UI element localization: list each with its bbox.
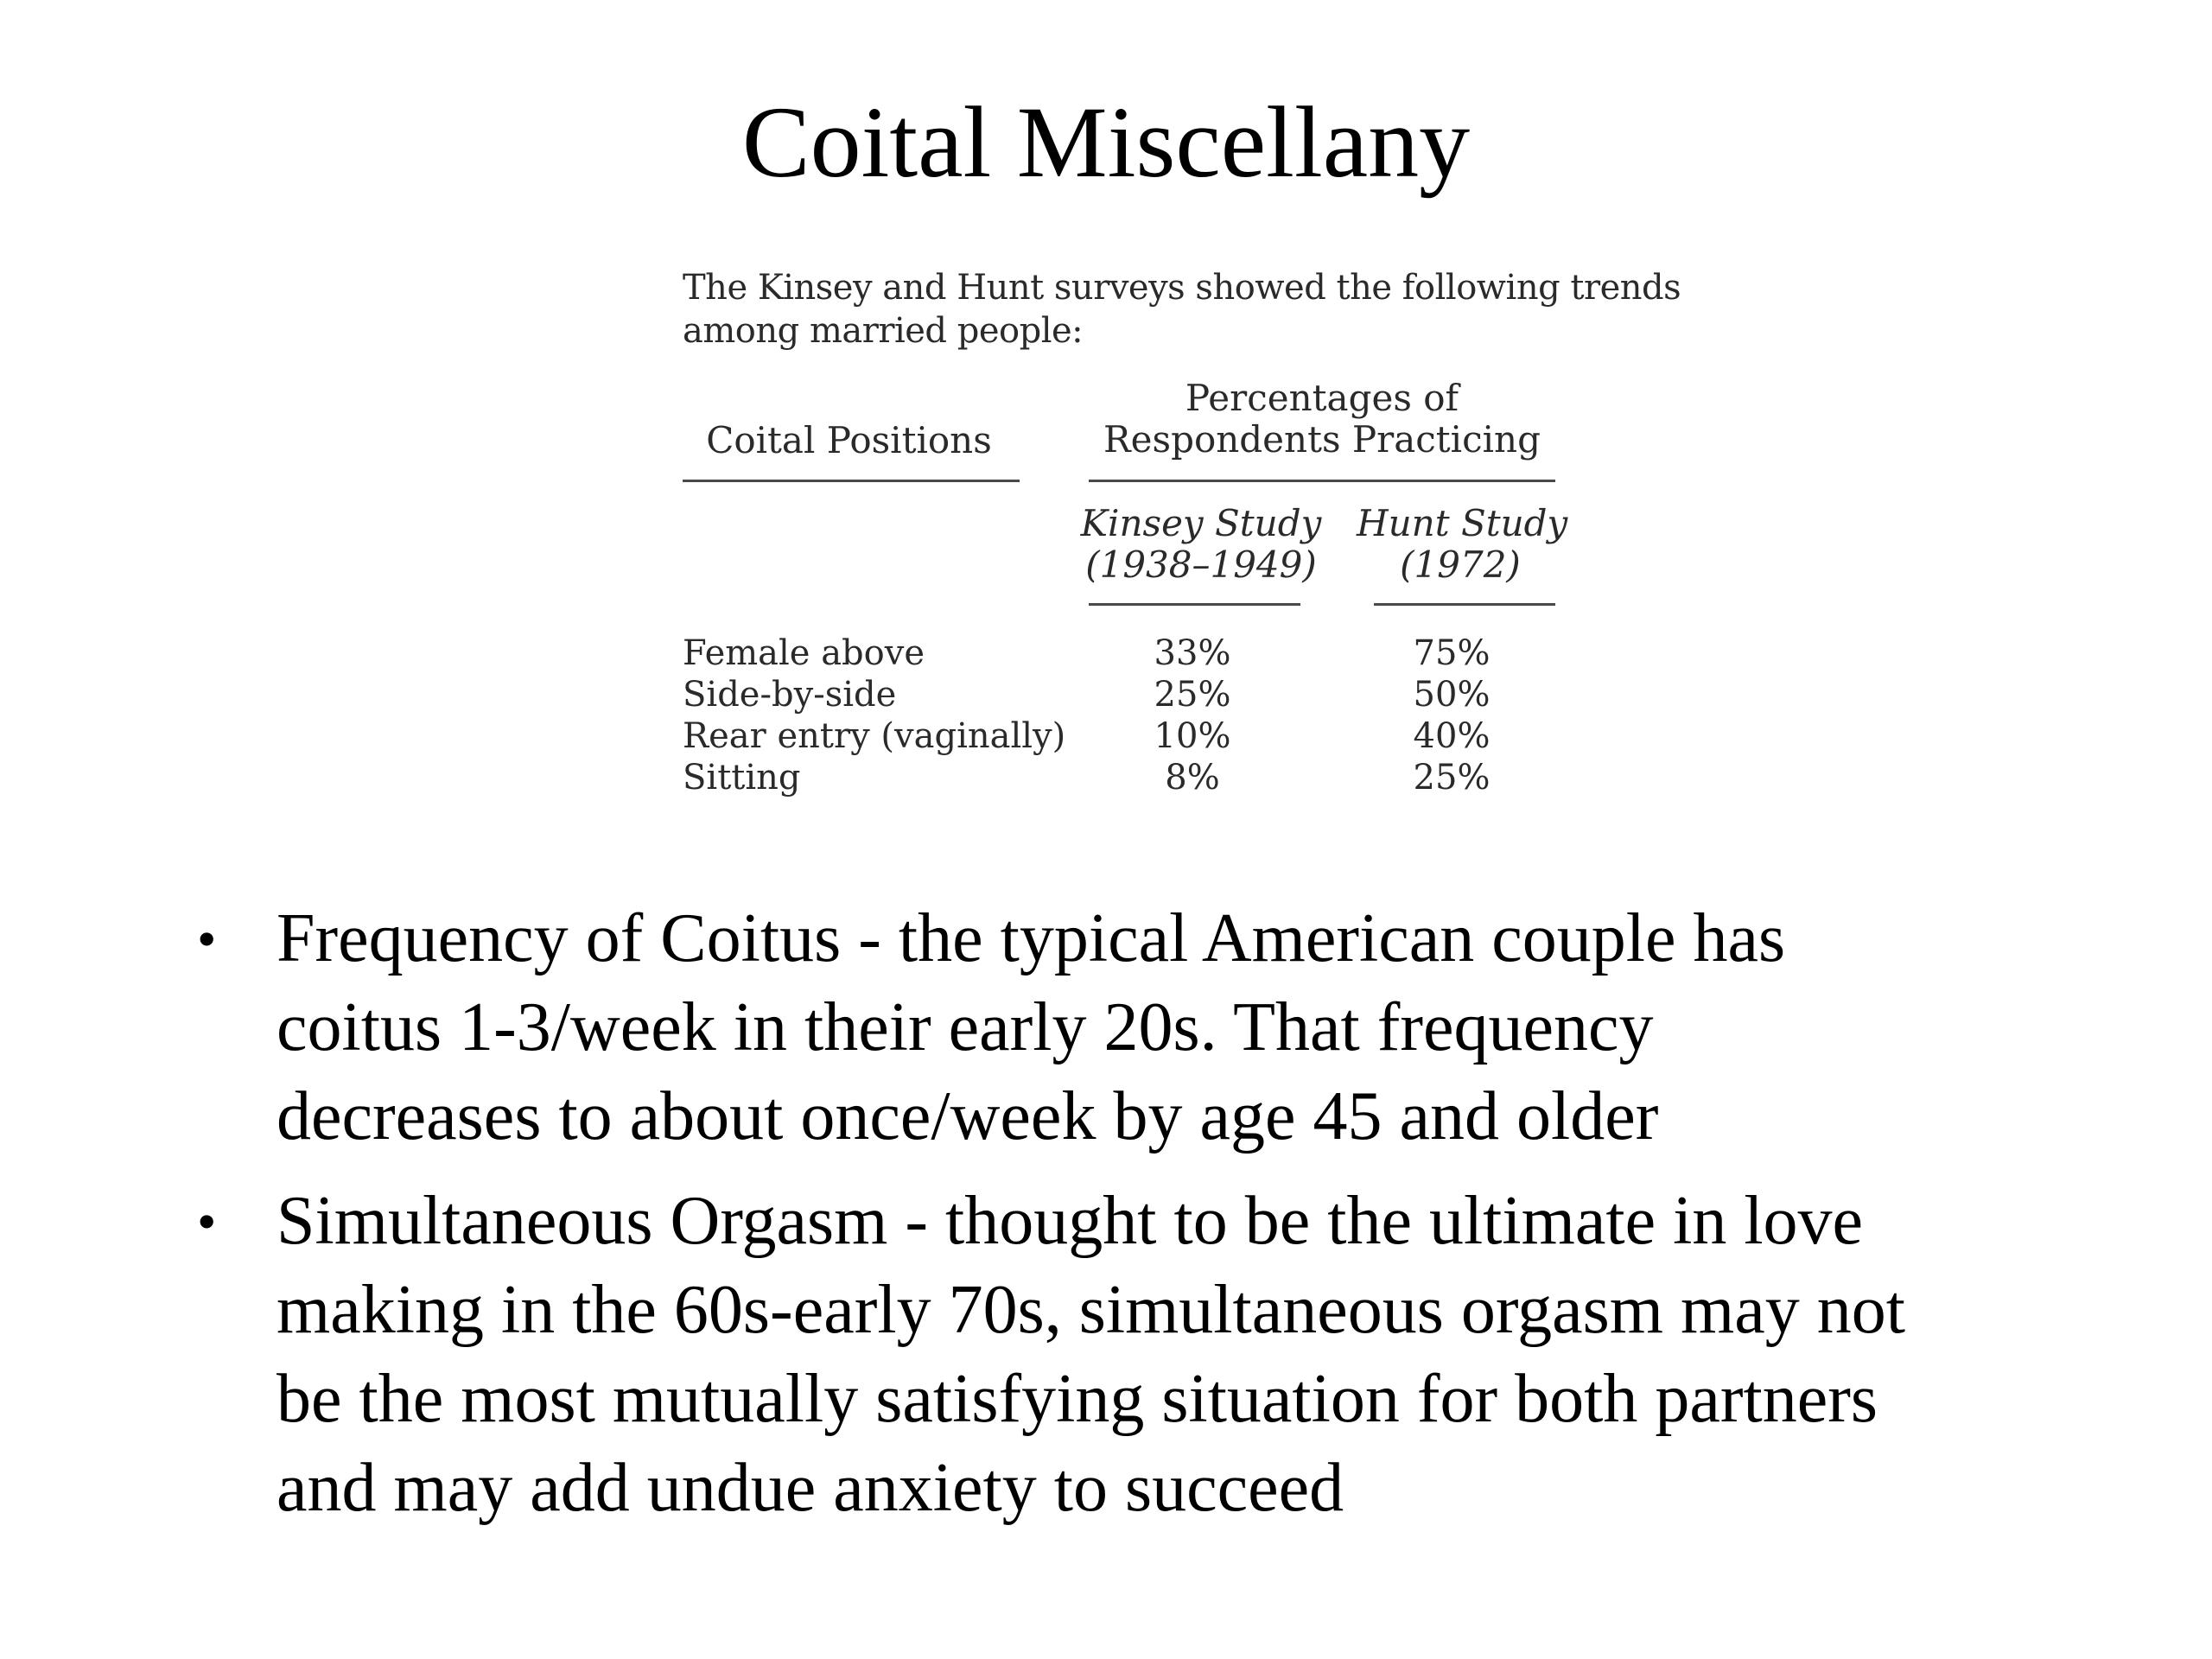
bullet-line: be the most mutually satisfying situation for both partners <box>276 1361 1878 1437</box>
position-label: Rear entry (vaginally) <box>683 716 1066 756</box>
kinsey-value: 25% <box>1154 675 1231 715</box>
study-header-kinsey <box>1076 503 1326 586</box>
hunt-value: 75% <box>1413 633 1491 673</box>
table-caption <box>683 266 1681 353</box>
table-row <box>683 674 1564 715</box>
table-caption-line: among married people: <box>683 311 1084 351</box>
kinsey-value: 33% <box>1154 633 1231 673</box>
slide-title: Coital Miscellany <box>741 86 1471 199</box>
study-years: (1972) <box>1400 543 1521 586</box>
study-header-hunt <box>1357 502 1568 586</box>
survey-table-image <box>683 259 1681 812</box>
header-rule <box>1089 480 1555 482</box>
bullet-item-simultaneous-orgasm <box>181 1177 2082 1533</box>
table-caption-line: The Kinsey and Hunt surveys showed the following trends <box>683 268 1681 308</box>
study-rule <box>1374 603 1555 606</box>
position-label: Sitting <box>683 758 801 798</box>
bullet-line: and may add undue anxiety to succeed <box>276 1450 1344 1526</box>
bullet-dot-icon: • <box>197 1191 217 1252</box>
study-name: Kinsey Study <box>1080 502 1322 544</box>
column-header-line: Respondents Practicing <box>1103 418 1541 461</box>
hunt-value: 40% <box>1413 716 1491 756</box>
bullet-dot-icon: • <box>197 908 217 969</box>
header-rule <box>683 480 1020 482</box>
bullet-list <box>181 894 2082 1548</box>
bullet-line: Frequency of Coitus - the typical American couple has <box>276 900 1786 976</box>
bullet-line: coitus 1-3/week in their early 20s. That frequency <box>276 989 1654 1065</box>
bullet-line: Simultaneous Orgasm - thought to be the ultimate in love <box>276 1183 1864 1259</box>
position-label: Side-by-side <box>683 675 897 715</box>
table-body <box>683 632 1564 798</box>
position-label: Female above <box>683 633 925 673</box>
bullet-line: decreases to about once/week by age 45 and older <box>276 1078 1659 1154</box>
table-row <box>683 757 1564 798</box>
hunt-value: 25% <box>1413 758 1491 798</box>
table-row <box>683 715 1564 757</box>
study-rule <box>1089 603 1300 606</box>
study-name: Hunt Study <box>1357 502 1568 544</box>
column-header-line: Percentages of <box>1185 377 1459 419</box>
study-years: (1938–1949) <box>1085 543 1317 586</box>
column-header-percentages <box>1089 378 1555 461</box>
hunt-value: 50% <box>1413 675 1491 715</box>
bullet-line: making in the 60s-early 70s, simultaneous orgasm may not <box>276 1272 1905 1348</box>
kinsey-value: 8% <box>1165 758 1220 798</box>
kinsey-value: 10% <box>1154 716 1231 756</box>
column-header-positions: Coital Positions <box>706 419 992 461</box>
table-row <box>683 632 1564 674</box>
bullet-item-frequency <box>181 894 2082 1161</box>
